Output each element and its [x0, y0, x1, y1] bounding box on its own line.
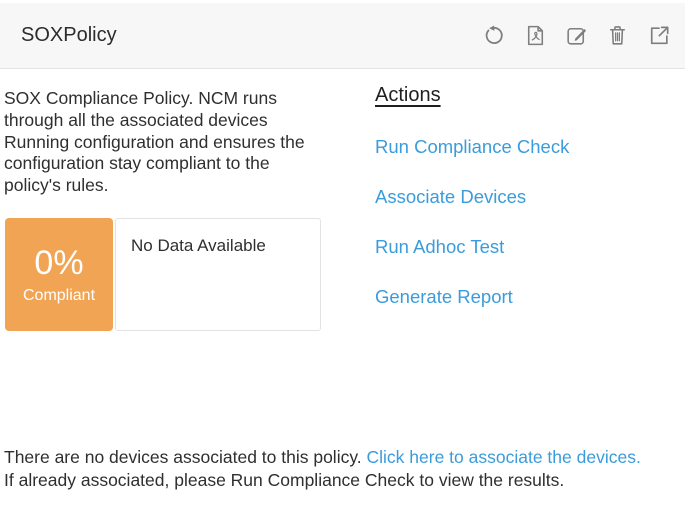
edit-policy-button[interactable] [563, 22, 590, 49]
run-adhoc-test-link[interactable]: Run Adhoc Test [375, 236, 505, 257]
policy-description: SOX Compliance Policy. NCM runs through all the associated devices Running configuration and ensures the configuration stay compliant to the policy's rules. [4, 88, 305, 196]
refresh-button[interactable] [481, 22, 508, 49]
compliance-badge [5, 218, 113, 331]
compliance-label: Compliant [22, 286, 96, 304]
compliance-widget [5, 218, 321, 331]
no-data-text: No Data Available [131, 236, 266, 255]
run-compliance-check-link[interactable]: Run Compliance Check [375, 136, 570, 157]
footer-message [4, 446, 682, 492]
policy-header [0, 3, 685, 69]
actions-heading: Actions [375, 84, 441, 106]
delete-icon [605, 23, 630, 48]
actions-panel [375, 84, 569, 307]
header-icon-bar [481, 22, 672, 49]
refresh-icon [482, 23, 507, 48]
no-data-box [115, 218, 321, 331]
edit-icon [564, 23, 589, 48]
open-external-button[interactable] [645, 22, 672, 49]
pdf-export-icon [523, 23, 548, 48]
associate-devices-link[interactable]: Associate Devices [375, 186, 527, 207]
page-title: SOXPolicy [21, 24, 117, 46]
generate-report-link[interactable]: Generate Report [375, 286, 513, 307]
open-external-icon [646, 23, 671, 48]
delete-policy-button[interactable] [604, 22, 631, 49]
click-here-associate-devices-link[interactable]: Click here to associate the devices. [366, 447, 641, 467]
footer-text-line2: If already associated, please Run Compliance Check to view the results. [4, 470, 565, 490]
footer-text-line1: There are no devices associated to this policy. [4, 447, 367, 467]
compliance-percent: 0% [34, 243, 84, 282]
export-pdf-button[interactable] [522, 22, 549, 49]
